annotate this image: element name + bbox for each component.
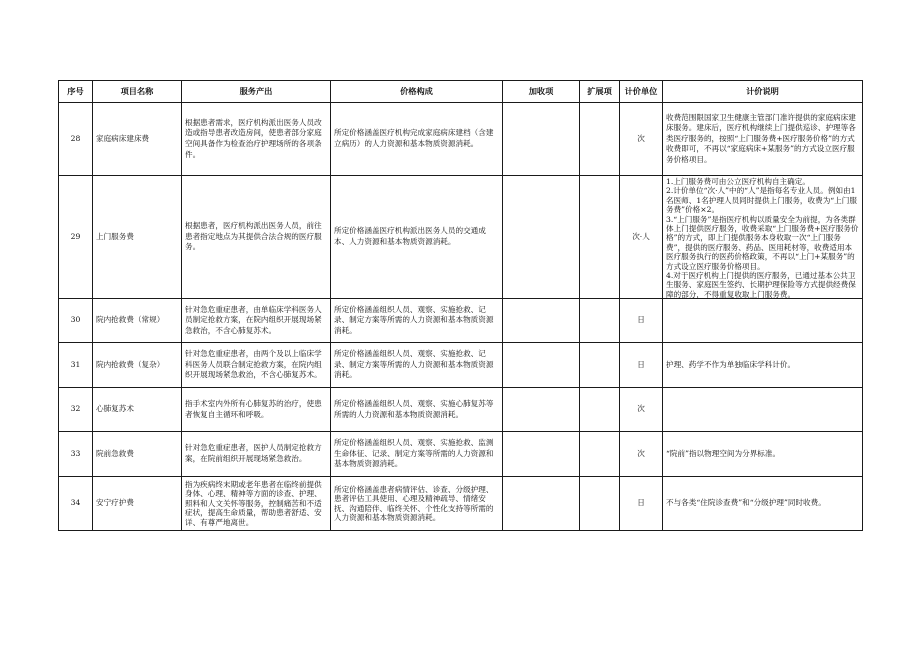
pricing-note-paragraph: 4.对于医疗机构上门提供的医疗服务，已通过基本公共卫生服务、家庭医生签约、长期护理保险等方式提供经费保障的部分，不得重复收取上门服务费。	[666, 271, 856, 299]
extension-item	[580, 176, 620, 299]
service-output: 指手术室内外所有心肺复苏的治疗，使患者恢复自主循环和呼吸。	[182, 388, 331, 432]
pricing-unit: 次	[620, 388, 663, 432]
surcharge-item	[503, 176, 580, 299]
price-composition: 所定价格涵盖医疗机构派出医务人员的交通成本、人力资源和基本物质资源消耗。	[331, 176, 503, 299]
pricing-note-body	[666, 449, 859, 460]
pricing-unit: 次·人	[620, 176, 663, 299]
surcharge-item	[503, 388, 580, 432]
pricing-note-paragraph: 护理、药学不作为单独临床学科计价。	[666, 359, 796, 369]
item-name: 安宁疗护费	[93, 477, 182, 531]
pricing-note-paragraph: 不与各类“住院诊查费”和“分级护理”同时收费。	[666, 498, 826, 508]
pricing-note-body	[666, 113, 859, 166]
extension-item	[580, 103, 620, 176]
pricing-note-paragraph: 2.计价单位“次·人”中的“人”是指每名专业人员。例如由1名医师、1名护理人员同时提供上门服务，收费为“上门服务费”价格×2。	[666, 186, 857, 215]
pricing-note	[663, 299, 863, 343]
pricing-note-paragraph: 收费范围限国家卫生健康主管部门准许提供的家庭病床建床服务。建床后，医疗机构继续上门提供巡诊、护理等各类医疗服务的，按照“上门服务费+医疗服务价格”的方式收费即可，不再以“家庭病床+某服务”的方式设立医疗服务价格项目。	[666, 112, 856, 164]
header-price-composition: 价格构成	[331, 81, 503, 103]
surcharge-item	[503, 432, 580, 477]
pricing-unit: 日	[620, 343, 663, 388]
pricing-note	[663, 343, 863, 388]
item-name: 上门服务费	[93, 176, 182, 299]
header-surcharge: 加收项	[503, 81, 580, 103]
price-composition: 所定价格涵盖组织人员、观察、实施抢救、监测生命体征、记录、制定方案等所需的人力资源和基本物质资源消耗。	[331, 432, 503, 477]
row-number: 30	[59, 299, 93, 343]
pricing-note	[663, 477, 863, 531]
item-name: 家庭病床建床费	[93, 103, 182, 176]
header-extension: 扩展项	[580, 81, 620, 103]
pricing-unit: 次	[620, 103, 663, 176]
extension-item	[580, 432, 620, 477]
extension-item	[580, 343, 620, 388]
price-composition: 所定价格涵盖患者病情评估、诊查、分级护理、患者评估工具使用、心理及精神疏导、情绪安抚、沟通陪伴、临终关怀、个性化支持等所需的人力资源和基本物质资源消耗。	[331, 477, 503, 531]
pricing-unit: 日	[620, 299, 663, 343]
pricing-table	[58, 80, 863, 531]
pricing-note	[663, 432, 863, 477]
service-output: 针对急危重症患者，由单临床学科医务人员制定抢救方案，在院内组织开展现场紧急救治，不含心肺复苏术。	[182, 299, 331, 343]
service-output: 针对急危重症患者，医护人员制定抢救方案，在院前组织开展现场紧急救治。	[182, 432, 331, 477]
service-output: 根据患者，医疗机构派出医务人员，前往患者指定地点为其提供合法合规的医疗服务。	[182, 176, 331, 299]
header-pricing-note: 计价说明	[663, 81, 863, 103]
service-output: 针对急危重症患者，由两个及以上临床学科医务人员联合制定抢救方案，在院内组织开展现场紧急救治，不含心肺复苏术。	[182, 343, 331, 388]
price-composition: 所定价格涵盖组织人员、观察、实施抢救、记录、制定方案等所需的人力资源和基本物质资源消耗。	[331, 343, 503, 388]
pricing-note-body	[666, 360, 859, 371]
item-name: 院内抢救费（复杂）	[93, 343, 182, 388]
item-name: 院前急救费	[93, 432, 182, 477]
row-number: 29	[59, 176, 93, 299]
pricing-note-body	[666, 498, 859, 509]
item-name: 心肺复苏术	[93, 388, 182, 432]
extension-item	[580, 477, 620, 531]
pricing-note	[663, 388, 863, 432]
pricing-note	[663, 176, 863, 299]
row-number: 31	[59, 343, 93, 388]
surcharge-item	[503, 299, 580, 343]
surcharge-item	[503, 103, 580, 176]
row-number: 34	[59, 477, 93, 531]
surcharge-item	[503, 343, 580, 388]
item-name: 院内抢救费（常规）	[93, 299, 182, 343]
pricing-note-paragraph: “院前”指以物理空间为分界标准。	[666, 448, 781, 458]
pricing-unit: 次	[620, 432, 663, 477]
row-number: 28	[59, 103, 93, 176]
header-item-name: 项目名称	[93, 81, 182, 103]
pricing-note-paragraph: 1.上门服务费可由公立医疗机构自主确定。	[666, 177, 810, 186]
header-service-output: 服务产出	[182, 81, 331, 103]
price-composition: 所定价格涵盖组织人员、观察、实施抢救、记录、制定方案等所需的人力资源和基本物质资源消耗。	[331, 299, 503, 343]
surcharge-item	[503, 477, 580, 531]
pricing-note-paragraph: 3.“上门服务”是指医疗机构以质量安全为前提，为各类群体上门提供医疗服务，收费采取“上门服务费+医疗服务价格”的方式，即上门提供服务本身收取一次“上门服务费”，提供的医疗服务、药品、医用耗材等，收费适用本医疗服务执行的医药价格政策，不再以“上门+某服务”的方式设立医疗服务价格项目。	[666, 214, 859, 271]
row-number: 33	[59, 432, 93, 477]
pricing-note	[663, 103, 863, 176]
header-pricing-unit: 计价单位	[620, 81, 663, 103]
service-output: 指为疾病终末期或老年患者在临终前提供身体、心理、精神等方面的诊查、护理、照料和人文关怀等服务，控制痛苦和不适症状，提高生命质量，帮助患者舒适、安详、有尊严地离世。	[182, 477, 331, 531]
extension-item	[580, 388, 620, 432]
pricing-note-body	[666, 177, 859, 299]
row-number: 32	[59, 388, 93, 432]
price-composition: 所定价格涵盖组织人员、观察、实施心肺复苏等所需的人力资源和基本物质资源消耗。	[331, 388, 503, 432]
service-output: 根据患者需求，医疗机构派出医务人员改造或指导患者改造房间，使患者部分家庭空间具备作为检查治疗护理场所的各项条件。	[182, 103, 331, 176]
price-composition: 所定价格涵盖医疗机构完成家庭病床建档（含建立病历）的人力资源和基本物质资源消耗。	[331, 103, 503, 176]
header-number: 序号	[59, 81, 93, 103]
pricing-unit: 日	[620, 477, 663, 531]
extension-item	[580, 299, 620, 343]
